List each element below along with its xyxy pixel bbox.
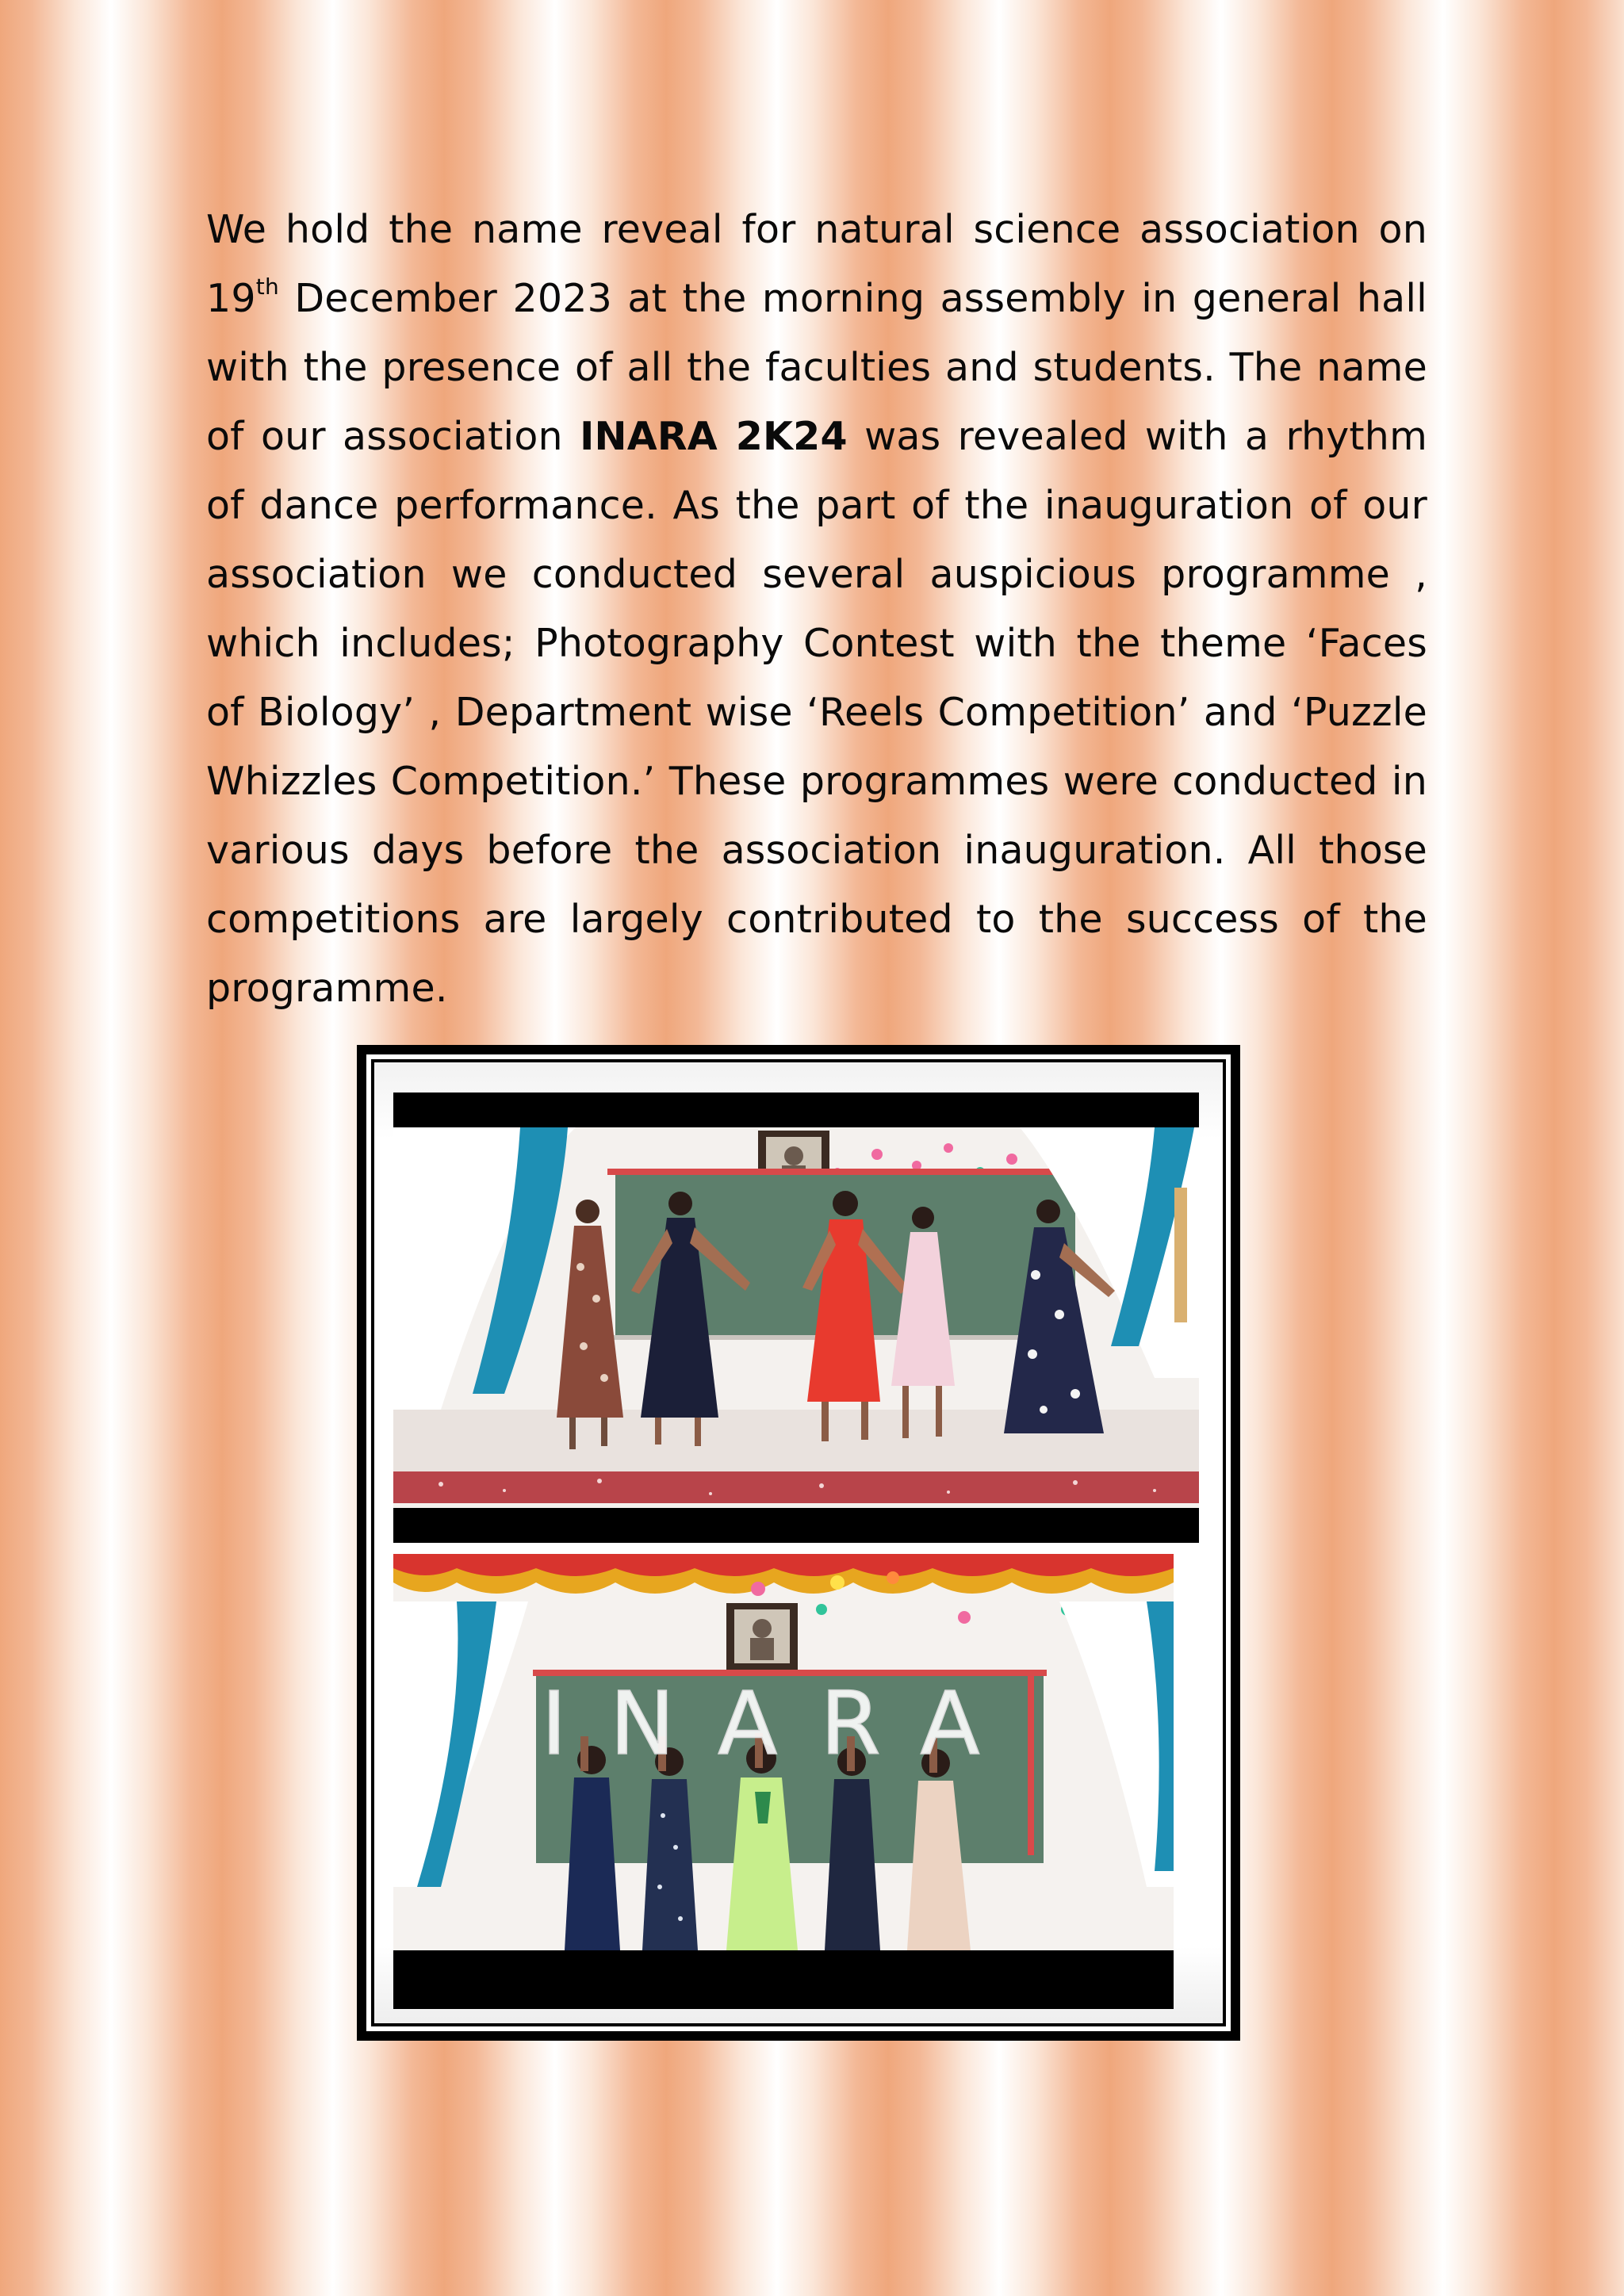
photo-frame-mat: [366, 1054, 1231, 2031]
article-text-part: We hold the name reveal for natural science association on 19: [206, 207, 1427, 321]
article-text-part: was revealed with a rhythm of dance performance. As the part of the inauguration of our association we conducted several auspicious programme , which includes; Photography Contest with the theme ‘Faces of Biology’ , Department wise ‘Reels Competition’ and ‘Puzzle Whizzles Competition.’ These programmes were conducted in various days before the association inauguration. All those competitions are largely contributed to the success of the programme.: [206, 414, 1427, 1011]
date-ordinal-suffix: th: [255, 274, 279, 300]
photo-collage: [371, 1059, 1226, 2026]
article-text: [197, 195, 1427, 1023]
association-name: INARA 2K24: [580, 414, 848, 459]
inara-letters-overlay: INARA: [541, 1673, 1023, 1774]
photo-frame: [357, 1045, 1240, 2041]
article-paragraph: [197, 195, 1427, 1023]
name-reveal-photo: [393, 1554, 1174, 2009]
dance-performance-photo: [393, 1093, 1199, 1543]
article-text-part: December 2023 at the morning assembly in general hall with the presence of all the faculties and students. The name of our association: [206, 276, 1427, 459]
